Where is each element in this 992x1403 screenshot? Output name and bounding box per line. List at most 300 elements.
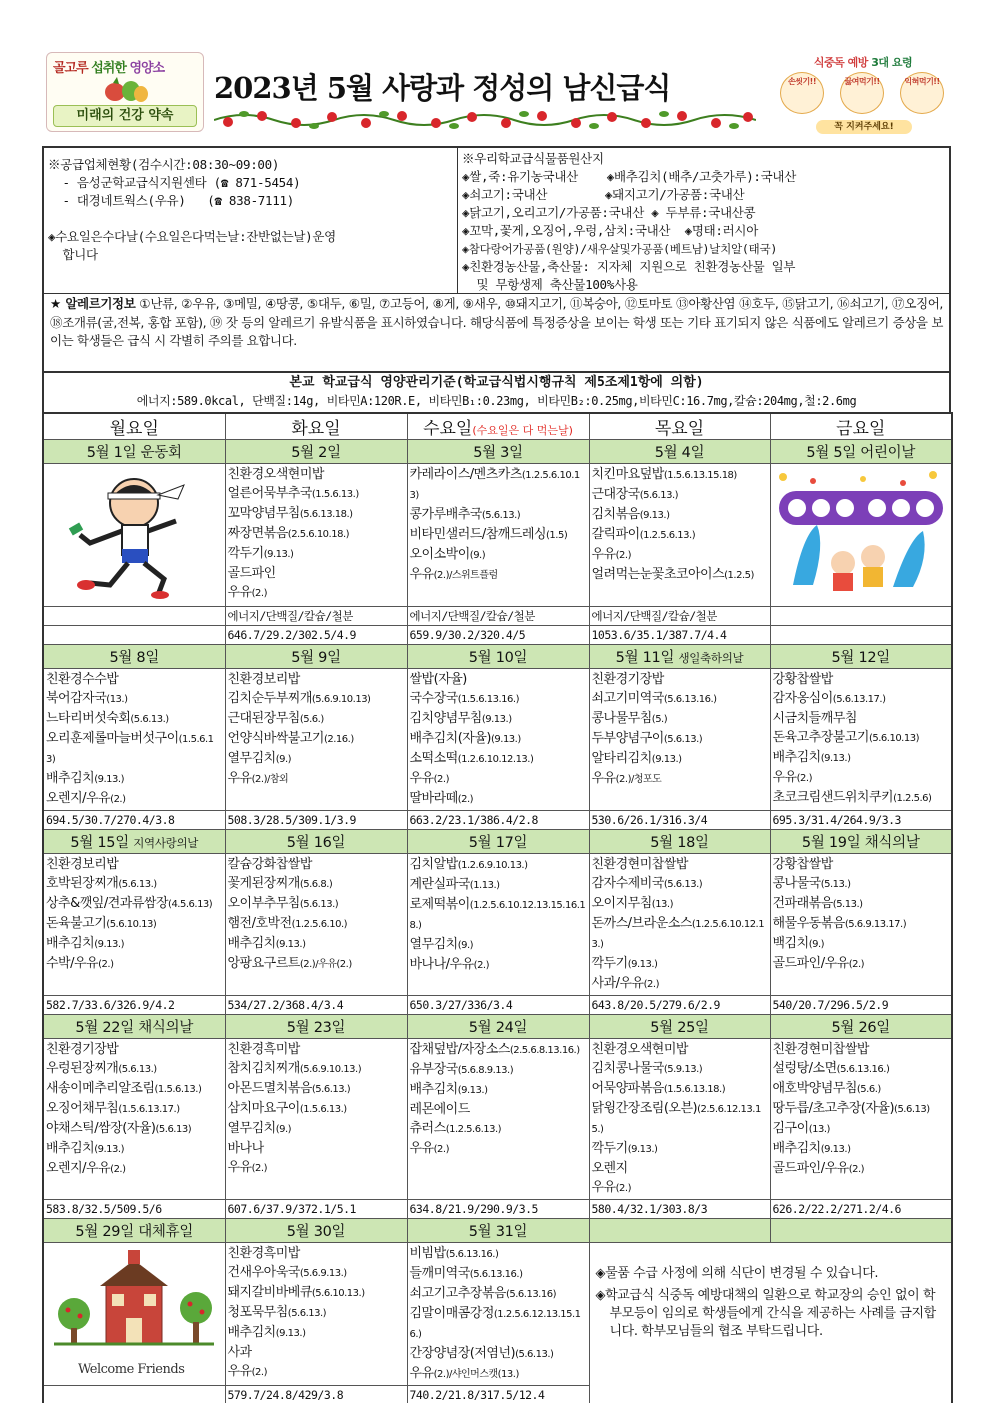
allergy-codes: (9.) [469, 550, 486, 561]
menu-item [228, 1119, 405, 1139]
menu-item [228, 670, 405, 689]
date-row [43, 645, 952, 669]
menu-item [46, 1139, 223, 1159]
menu-item-name: 콩가루배추국 [409, 507, 482, 522]
menu-item [228, 1303, 405, 1323]
menu-item [228, 934, 405, 954]
menu-item-name: 감자옹심이 [772, 691, 833, 706]
menu-cell [589, 1039, 770, 1200]
allergy-codes: (13.) [808, 1124, 830, 1135]
nutrition-values: 740.2/21.8/317.5/12.4 [407, 1386, 589, 1403]
nutrition-row [43, 811, 952, 830]
menu-item-name: 짜장면볶음 [227, 526, 288, 541]
nutrition-values: 508.3/28.5/309.1/3.9 [225, 811, 407, 830]
date-label: 5월 26일 [831, 1020, 890, 1036]
allergy-info [42, 293, 951, 373]
allergy-codes: (2.) [110, 794, 126, 805]
allergy-codes: (2.) [110, 1164, 126, 1175]
menu-item [592, 565, 768, 585]
menu-item-name: 우유 [591, 547, 616, 562]
menu-item [773, 670, 950, 689]
menu-cell [225, 1243, 407, 1386]
menu-item-name: 호박된장찌개 [46, 876, 119, 891]
date-cell [43, 440, 225, 464]
date-row [43, 830, 952, 854]
menu-item-name: 갈릭파이 [591, 527, 640, 542]
menu-item [228, 1323, 405, 1343]
allergy-codes: (1.5.6.13.) [154, 1084, 202, 1095]
menu-item [410, 1139, 587, 1159]
allergy-codes: (2.)/우유(2.) [299, 959, 352, 970]
allergy-codes: (5.6.13.16.) [663, 694, 717, 705]
menu-item-name: 골드파인/우유 [772, 956, 849, 971]
allergy-codes: (5.6.13.) [515, 1349, 554, 1360]
menu-item-name: 햄전/호박전 [227, 916, 292, 931]
nutrition-values: 643.8/20.5/279.6/2.9 [589, 996, 770, 1015]
menu-item-name: 우유 [409, 771, 434, 786]
menu-item-name: 우유 [227, 771, 252, 786]
origin-info: ※우리학교급식물품원산지 ◈쌀,죽:유기농국내산 ◈배추김치(배추/고춧가루):국내산 ◈쇠고기:국내산 ◈돼지고기/가공품:국내산 ◈닭고기,오리고기/가공품:국내산 ◈ 두부류:국내산콩 ◈꼬막,꽃게,오징어,우렁,삼치:국내산 ◈명태:러시아 ◈참다랑어가공품(원양)/새우살및가공품(베트남)날치알(태국) ◈친환경농산물,축산물: 지자체 지원으로 친환경농산물 일부 및 무항생제 축산물100%사용 [457, 146, 951, 294]
menu-item [773, 689, 950, 709]
allergy-codes: (1.5) [546, 530, 568, 541]
date-label: 5월 9일 [291, 650, 341, 666]
weekday-fri: 금요일 [770, 413, 952, 440]
notice-item: ◈물품 수급 사정에 의해 식단이 변경될 수 있습니다. [595, 1266, 879, 1281]
menu-item-name: 돈까스/브라운소스 [591, 916, 692, 931]
menu-item [228, 855, 405, 874]
menu-row [43, 1039, 952, 1200]
menu-item-name: 김치콩나물국 [591, 1061, 664, 1076]
menu-item [410, 689, 587, 709]
date-cell [43, 645, 225, 669]
date-cell [225, 440, 407, 464]
menu-item-name: 잡채덮밥/자장소스 [409, 1042, 510, 1057]
allergy-codes: (9.13.) [275, 1328, 306, 1339]
nutrition-values [43, 626, 225, 645]
menu-item [410, 670, 587, 689]
menu-item-name: 친환경흑미밥 [227, 1246, 300, 1261]
allergy-codes: (5.6.8.) [299, 879, 333, 890]
menu-item [410, 1264, 587, 1284]
menu-item [592, 769, 768, 789]
date-cell [589, 1219, 770, 1243]
school-meal-logo [46, 52, 204, 132]
menu-item-name: 골드파인 [227, 566, 276, 581]
allergy-codes: (2.) [615, 1183, 631, 1194]
allergy-codes: (2.) [251, 1367, 267, 1378]
menu-item-name: 강황찹쌀밥 [772, 857, 833, 872]
menu-item [46, 670, 223, 689]
menu-item [773, 954, 950, 974]
allergy-codes: (2.) [433, 1144, 449, 1155]
allergy-codes: (2.)/청포도 [615, 774, 662, 785]
menu-item [410, 525, 587, 545]
allergy-codes: (13.) [106, 694, 128, 705]
allergy-codes: (5.6.13.16.) [445, 1249, 499, 1260]
menu-item-name: 우유 [227, 585, 252, 600]
allergy-codes: (9.) [457, 940, 474, 951]
sports-day-runner-illustration [43, 464, 225, 607]
menu-item-name: 친환경보리밥 [46, 857, 119, 872]
allergy-codes: (1.5.6.13.16.) [457, 694, 519, 705]
menu-item [228, 465, 405, 484]
menu-item-name: 소떡소떡 [409, 751, 458, 766]
menu-item [592, 709, 768, 729]
menu-item-name: 얼려먹는눈꽃초코아이스 [591, 567, 725, 582]
nutrition-values: 659.9/30.2/320.4/5 [407, 626, 589, 645]
menu-item-name: 칼슘강화찹쌀밥 [227, 857, 312, 872]
logo-tagline: 미래의 건강 약속 [53, 105, 197, 127]
menu-item-name: 우유 [409, 1141, 434, 1156]
menu-item-name: 설렁탕/소면 [772, 1061, 837, 1076]
menu-item-name: 우유 [227, 1364, 252, 1379]
menu-item-name: 계란실파국 [409, 877, 470, 892]
supplier-info: ※공급업체현황(검수시간:08:30~09:00) - 음성군학교급식지원센타 (☎ 871-5454) - 대경네트웍스(우유) (☎ 838-7111) ◈수요일은수다날(수요일은다먹는날:잔반없는날)운영 합니다 [42, 146, 458, 294]
menu-item-name: 오리훈제롤마늘버섯구이 [46, 731, 179, 746]
menu-item [410, 465, 587, 505]
menu-item [228, 914, 405, 934]
menu-item-name: 건파래볶음 [772, 896, 833, 911]
menu-item-name: 김치알밥 [409, 857, 458, 872]
menu-item [410, 565, 587, 585]
nutrition-values: 583.8/32.5/509.5/6 [43, 1200, 225, 1219]
date-label: 5월 1일 운동회 [86, 445, 182, 461]
menu-item-name: 우유 [772, 770, 797, 785]
date-label: 5월 31일 [468, 1224, 528, 1240]
menu-item-name: 참치김치찌개 [227, 1061, 300, 1076]
menu-item [228, 709, 405, 729]
allergy-codes: (9.) [275, 1124, 292, 1135]
date-cell [770, 645, 952, 669]
nutrition-label [770, 607, 952, 626]
menu-cell [589, 854, 770, 996]
menu-item [773, 788, 950, 808]
menu-item-name: 깍두기 [591, 1141, 628, 1156]
menu-item-name: 우유 [227, 1160, 252, 1175]
allergy-codes: (5.6.13.) [639, 490, 679, 501]
menu-item-name: 언양식바싹불고기 [227, 731, 324, 746]
wed-note: (수요일은 다 먹는날) [472, 424, 573, 437]
menu-item [228, 689, 405, 709]
allergy-codes: (2.5.6.8.13.16.) [509, 1045, 580, 1056]
safety-title: 식중독 예방 3대 요령 [813, 56, 913, 69]
allergy-codes: (5.6.13.) [299, 899, 339, 910]
menu-item-name: 우유 [591, 771, 616, 786]
menu-item [773, 1159, 950, 1179]
allergy-codes: (5.6.9.13.) [299, 1268, 347, 1279]
menu-item [592, 729, 768, 749]
allergy-codes: (5.6.13.) [287, 1308, 327, 1319]
date-row [43, 440, 952, 464]
menu-item [46, 709, 223, 729]
nutrition-values: 607.6/37.9/372.1/5.1 [225, 1200, 407, 1219]
nutrition-label [43, 607, 225, 626]
nutrition-row [43, 996, 952, 1015]
allergy-codes: (1.2.6.10.12.13.) [457, 754, 534, 765]
menu-cell [407, 854, 589, 996]
menu-item-name: 깍두기 [591, 956, 628, 971]
menu-item-name: 열무김치 [409, 937, 458, 952]
date-cell [43, 1015, 225, 1039]
nutrition-values: 540/20.7/296.5/2.9 [770, 996, 952, 1015]
menu-item [228, 524, 405, 544]
safety-footer: 꼭 지켜주세요! [816, 120, 912, 134]
nutrition-values [43, 1386, 225, 1403]
menu-item [410, 875, 587, 895]
menu-item-name: 우렁된장찌개 [46, 1061, 119, 1076]
allergy-codes: (1.2.5.6) [893, 793, 932, 804]
boil-pot-icon: 끓여먹기!! [840, 72, 884, 114]
menu-item [773, 1139, 950, 1159]
allergy-codes: (5.6.9.10.13.) [299, 1064, 362, 1075]
menu-item-name: 해물우동볶음 [772, 916, 845, 931]
allergy-codes: (9.13.) [94, 774, 124, 785]
menu-item [592, 1159, 768, 1178]
date-cell [225, 1219, 407, 1243]
date-label: 5월 23일 [286, 1020, 346, 1036]
menu-item-name: 우유 [409, 567, 434, 582]
allergy-codes: (2.) [796, 773, 812, 784]
date-event: 지역사랑의날 [133, 836, 199, 850]
menu-item [410, 505, 587, 525]
allergy-codes: (9.13.) [820, 1144, 851, 1155]
menu-item-name: 김치양념무침 [409, 711, 482, 726]
menu-item [228, 954, 405, 974]
date-cell [43, 830, 225, 854]
menu-item-name: 배추김치 [46, 1141, 95, 1156]
welcome-friends-text: Welcome Friends [78, 1362, 185, 1377]
allergy-codes: (5.6.) [856, 1084, 881, 1095]
menu-item-name: 아몬드멸치볶음 [227, 1081, 312, 1096]
menu-item-name: 친환경오색현미밥 [591, 1042, 688, 1057]
menu-item [228, 1283, 405, 1303]
menu-item [228, 564, 405, 583]
nutrition-standard [42, 373, 951, 412]
allergy-codes: (2.)/스위트플럼 [433, 570, 498, 581]
allergy-codes: (9.13.) [627, 1144, 658, 1155]
menu-item-name: 친환경기장밥 [46, 1042, 119, 1057]
menu-item [46, 954, 223, 974]
menu-item [228, 1079, 405, 1099]
date-label: 5월 3일 [473, 445, 523, 461]
nutrition-label: 에너지/단백질/칼슘/철분 [589, 607, 770, 626]
allergy-codes: (9.) [275, 754, 292, 765]
allergy-codes: (2.16.) [323, 734, 354, 745]
menu-item-name: 삼치마요구이 [227, 1101, 300, 1116]
date-row [43, 1015, 952, 1039]
menu-item-name: 근대된장무침 [227, 711, 300, 726]
date-cell [407, 1219, 589, 1243]
menu-item-name: 배추김치 [227, 1325, 276, 1340]
menu-cell [770, 854, 952, 996]
allergy-codes: (1.5.6.13.) [299, 1104, 347, 1115]
allergy-codes: (9.13.) [627, 959, 658, 970]
allergy-codes: (2.) [251, 588, 267, 599]
menu-row [43, 854, 952, 996]
menu-item-name: 어묵양파볶음 [591, 1081, 664, 1096]
allergy-codes: (2.) [615, 550, 631, 561]
menu-item [46, 789, 223, 809]
nutrition-values [770, 626, 952, 645]
nutrition-values: 694.5/30.7/270.4/3.8 [43, 811, 225, 830]
menu-item-name: 바나나 [227, 1141, 264, 1156]
menu-cell [225, 1039, 407, 1200]
allergy-codes: (1.5.6.13.17.) [118, 1104, 180, 1115]
menu-item-name: 오렌지/우유 [46, 1161, 111, 1176]
notice-item: ◈학교급식 식중독 예방대책의 일환으로 학교장의 승인 없이 학부모등이 임의로 학생들에게 간식을 제공하는 사례를 금지합니다. 학부모님들의 협조 부탁드립니다. [595, 1288, 936, 1339]
allergy-codes: (1.2.5.6.10.12.13.15.16.18.) [409, 900, 586, 931]
menu-item [46, 934, 223, 954]
menu-item-name: 비빔밥 [409, 1246, 446, 1261]
menu-item-name: 돈육고추장불고기 [772, 730, 869, 745]
allergy-codes: (2.) [98, 959, 114, 970]
date-label: 5월 8일 [109, 650, 160, 666]
date-label: 5월 11일 [615, 650, 675, 666]
allergy-codes: (5.6.13.18.) [299, 509, 353, 520]
menu-item [773, 1119, 950, 1139]
menu-item-name: 배추김치 [46, 936, 95, 951]
nutrition-values: 650.3/27/336/3.4 [407, 996, 589, 1015]
menu-item-name: 오이부추무침 [227, 896, 300, 911]
menu-item-name: 친환경기장밥 [591, 672, 664, 687]
menu-item-name: 김구이 [772, 1121, 809, 1136]
vegetables-icon [103, 75, 149, 103]
menu-item-name: 청포묵무침 [227, 1305, 288, 1320]
allergy-codes: (9.13.) [263, 549, 294, 560]
menu-row [43, 669, 952, 811]
date-cell [589, 440, 770, 464]
childrens-day-illustration [770, 464, 952, 607]
weekday-mon: 월요일 [43, 413, 225, 440]
allergy-codes: (1.2.5) [724, 570, 754, 581]
menu-item [773, 855, 950, 874]
allergy-codes: (5.6.13) [155, 1124, 192, 1135]
nutrition-standard-values: 에너지:589.0kcal, 단백질:14g, 비타민A:120R.E, 비타민B₁:0.23mg, 비타민B₂:0.25mg,비타민C:16.7mg,칼슘:204mg,철:2.6mg [136, 394, 857, 408]
date-label: 5월 12일 [831, 650, 890, 666]
menu-item-name: 친환경수수밥 [46, 672, 119, 687]
date-label: 5월 5일 어린이날 [806, 445, 916, 461]
menu-cell [407, 1039, 589, 1200]
menu-cell [407, 464, 589, 607]
menu-item [592, 1079, 768, 1099]
menu-cell [589, 464, 770, 607]
menu-cell [407, 669, 589, 811]
cook-pan-icon: 익혀먹기!! [900, 72, 944, 114]
menu-item-name: 쌀밥(자율) [409, 672, 467, 687]
menu-item [410, 709, 587, 729]
menu-item [46, 729, 223, 769]
menu-item [46, 914, 223, 934]
menu-cell [407, 1243, 589, 1386]
menu-item [410, 1119, 587, 1139]
menu-cell [770, 1039, 952, 1200]
date-label: 5월 18일 [650, 835, 709, 851]
menu-item [46, 1119, 223, 1139]
nutrition-values: 530.6/26.1/316.3/4 [589, 811, 770, 830]
menu-item-name: 초코크림샌드위치쿠키 [772, 790, 894, 805]
menu-item [46, 1159, 223, 1179]
logo-slogan: 골고루 섭취한 영양소 [53, 61, 165, 76]
menu-item-name: 콩나물국 [772, 876, 821, 891]
menu-item [228, 1040, 405, 1059]
menu-item-name: 오이지무침 [591, 896, 652, 911]
menu-item [773, 768, 950, 788]
date-label: 5월 2일 [291, 445, 341, 461]
menu-item [773, 748, 950, 768]
date-event: 생일축하의날 [678, 651, 744, 665]
menu-item-name: 오이소박이 [409, 547, 470, 562]
allergy-text: ①난류, ②우유, ③메밀, ④땅콩, ⑤대두, ⑥밀, ⑦고등어, ⑧게, ⑨새우, ⑩돼지고기, ⑪복숭아, ⑫토마토 ⑬아황산염 ⑭호두, ⑮닭고기, ⑯쇠고기, ⑰오징어, ⑱조개류(굴,전복, 홍합 포함), ⑲ 잣 등의 알레르기 유발식품을 표시하였습니다. 해당식품에 특정증상을 보이는 학생 또는 기타 표기되지 않은 식품에도 알레르기 증상을 보이는 학생들은 급식 시 각별히 주의를 요합니다. [50, 296, 943, 349]
menu-item-name: 로제떡볶이 [409, 897, 470, 912]
menu-item [592, 894, 768, 914]
allergy-codes: (1.5.6.13.) [311, 489, 359, 500]
allergy-codes: (1.5.6.13.15.18) [663, 470, 737, 481]
menu-item [228, 1343, 405, 1362]
strawberry-vine-decoration [214, 108, 756, 132]
date-cell [407, 440, 589, 464]
menu-item [228, 769, 405, 789]
menu-item-name: 카레라이스/멘츠카츠 [409, 467, 522, 482]
nutrition-label-row [43, 607, 952, 626]
date-label: 5월 19일 채식의날 [801, 835, 920, 851]
menu-item [592, 1139, 768, 1159]
allergy-codes: (5.6.13.) [663, 734, 703, 745]
nutrition-values: 579.7/24.8/429/3.8 [225, 1386, 407, 1403]
menu-item-name: 감자수제비국 [591, 876, 664, 891]
menu-item [592, 465, 768, 485]
menu-item [410, 855, 587, 875]
nutrition-standard-title: 본교 학교급식 영양관리기준(학교급식법시행규칙 제5조제1항에 의함) [289, 375, 704, 390]
menu-item-name: 친환경현미찹쌀밥 [591, 857, 688, 872]
nutrition-row [43, 1200, 952, 1219]
menu-item-name: 김치볶음 [591, 507, 640, 522]
menu-item [228, 1362, 405, 1382]
runner-icon [46, 465, 222, 599]
allergy-codes: (1.2.5.6.10.12.13.) [591, 919, 765, 950]
menu-item [592, 525, 768, 545]
menu-item [410, 1364, 587, 1384]
menu-item-name: 사과/우유 [591, 976, 644, 991]
date-row [43, 1219, 952, 1243]
menu-item [773, 1059, 950, 1079]
menu-item-name: 수박/우유 [46, 956, 99, 971]
allergy-codes: (2.) [473, 960, 490, 971]
menu-item-name: 건새우아욱국 [227, 1265, 300, 1280]
nutrition-values: 534/27.2/368.4/3.4 [225, 996, 407, 1015]
nutrition-values: 646.7/29.2/302.5/4.9 [225, 626, 407, 645]
menu-item-name: 꽃게된장찌개 [227, 876, 300, 891]
allergy-codes: (5.6.13.16.) [469, 1269, 523, 1280]
allergy-codes: (5.6.9.13.17.) [844, 919, 907, 930]
menu-item [773, 1099, 950, 1119]
allergy-codes: (1.5.6.13) [46, 734, 214, 765]
menu-item-name: 사과 [227, 1345, 252, 1360]
allergy-codes: (5.6.13.) [130, 714, 169, 725]
menu-item-name: 친환경보리밥 [227, 672, 300, 687]
date-cell [225, 1015, 407, 1039]
allergy-codes: (5.6.13.16.) [836, 1064, 890, 1075]
menu-cell [225, 854, 407, 996]
allergy-codes: (9.13.) [457, 1085, 488, 1096]
menu-item [46, 689, 223, 709]
nutrition-label: 에너지/단백질/칼슘/철분 [407, 607, 589, 626]
menu-item [410, 1100, 587, 1119]
menu-item-name: 배추김치 [46, 771, 95, 786]
menu-item [46, 1059, 223, 1079]
menu-item-name: 김치순두부찌개 [227, 691, 312, 706]
allergy-codes: (5.6.10.13.) [311, 1288, 365, 1299]
allergy-codes: (2.5.6.10.18.) [287, 529, 350, 540]
